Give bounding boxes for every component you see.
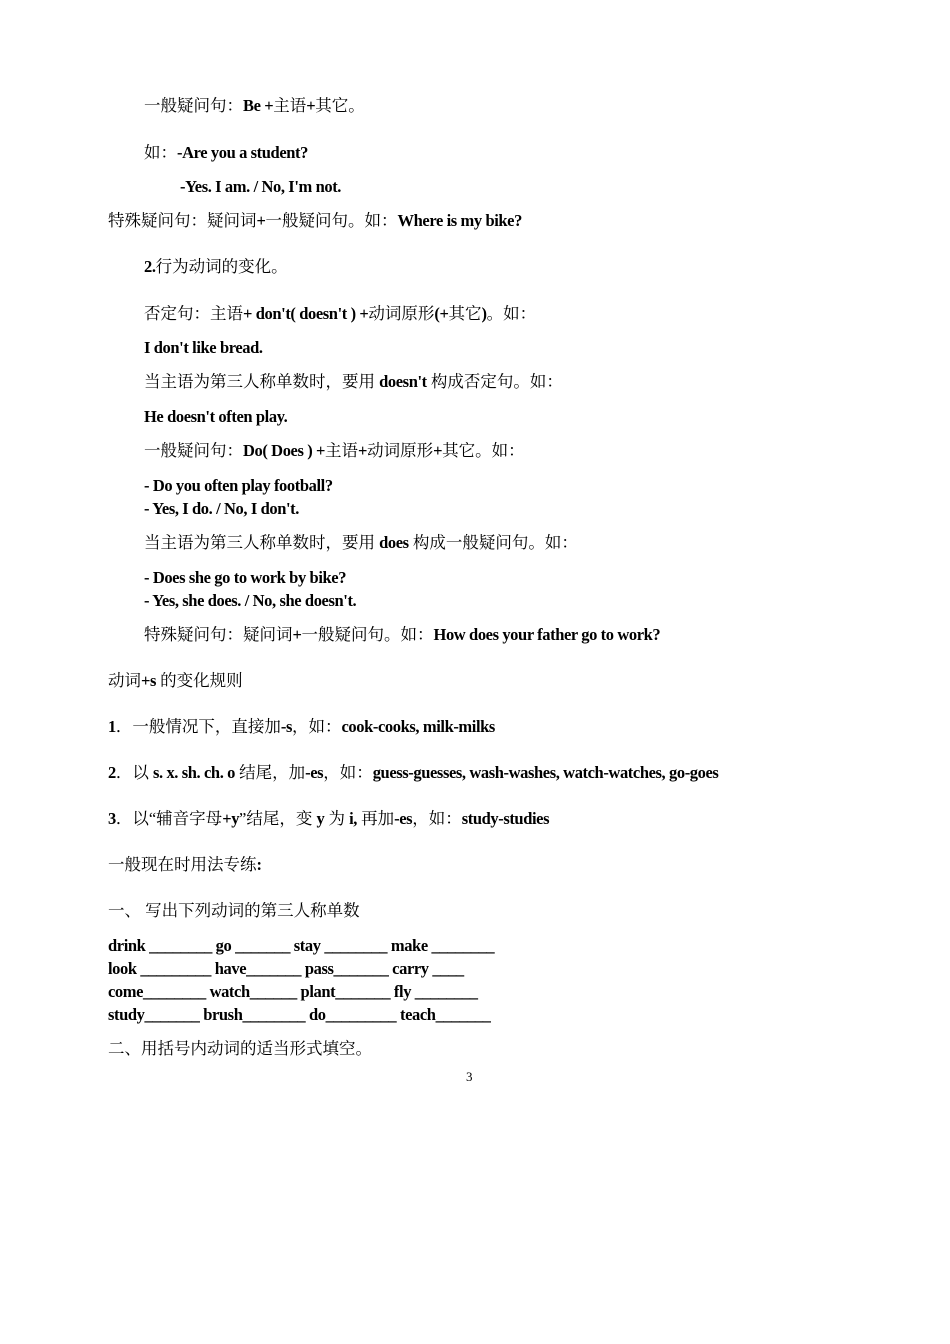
- text-run: 主语: [325, 441, 359, 460]
- text-run: 其它: [448, 304, 482, 323]
- text-line: [144, 624, 660, 646]
- section-heading: [144, 256, 288, 278]
- bold-text: study_______ brush________ do_________ teach_______: [108, 1005, 491, 1024]
- bold-text: -Are you a student?: [177, 143, 308, 162]
- bold-text: (+: [434, 304, 449, 323]
- text-line: [144, 371, 563, 393]
- bold-text: doesn't: [379, 372, 427, 391]
- exercise-row: [108, 981, 478, 1003]
- bold-text: +y: [222, 809, 240, 828]
- text-run: 再加: [357, 809, 395, 828]
- bold-text: I don't like bread.: [144, 338, 263, 357]
- bold-text: +: [433, 441, 443, 460]
- example-line: [144, 406, 287, 428]
- text-run: ，如：: [291, 717, 342, 736]
- rule-item: [108, 716, 495, 738]
- text-line: [144, 532, 578, 554]
- text-run: 特殊疑问句：疑问词: [108, 211, 257, 230]
- text-run: 其它。: [315, 96, 365, 115]
- text-run: ．一般情况下，直接加: [115, 717, 281, 736]
- text-line: [180, 176, 341, 198]
- text-run: ，如：: [323, 763, 373, 782]
- exercise-row: [108, 935, 494, 957]
- text-run: 行为动词的变化。: [155, 257, 288, 276]
- example-line: [144, 498, 299, 520]
- text-run: 动词原形: [367, 441, 434, 460]
- text-run: ”结尾，变: [239, 809, 317, 828]
- bold-text: drink ________ go _______ stay ________ make ________: [108, 936, 495, 955]
- text-run: 当主语为第三人称单数时，要用: [144, 372, 380, 391]
- bold-text: :: [256, 855, 262, 874]
- text-line: [144, 95, 365, 117]
- text-run: 结尾，加: [235, 763, 306, 782]
- text-run: 如：: [144, 143, 177, 162]
- exercise-heading: [108, 1038, 372, 1060]
- bold-text: +: [358, 441, 368, 460]
- section-heading: [108, 854, 262, 876]
- example-line: [144, 337, 263, 359]
- text-run: 构成一般疑问句。如：: [408, 533, 578, 552]
- bold-text: i,: [349, 809, 358, 828]
- bold-text: + don't( doesn't ) +: [243, 304, 369, 323]
- bold-text: - Yes, I do. / No, I don't.: [144, 499, 299, 518]
- bold-text: -s: [280, 717, 292, 736]
- bold-text: look _________ have_______ pass_______ carry ____: [108, 959, 464, 978]
- text-line: [144, 440, 525, 462]
- example-line: [144, 567, 346, 589]
- bold-text: -es: [394, 809, 413, 828]
- text-run: 其它。如：: [442, 441, 525, 460]
- text-run: 否定句：主语: [144, 304, 243, 323]
- bold-text: does: [379, 533, 409, 552]
- bold-text: +: [256, 211, 266, 230]
- rule-item: [108, 808, 549, 830]
- text-run: ．以: [115, 763, 153, 782]
- bold-text: +s: [141, 671, 157, 690]
- bold-text: How does your father go to work?: [433, 625, 661, 644]
- exercise-row: [108, 1004, 491, 1026]
- bold-text: study-studies: [461, 809, 550, 828]
- bold-text: s. x. sh. ch. o: [152, 763, 236, 782]
- bold-text: He doesn't often play.: [144, 407, 288, 426]
- example-line: [144, 475, 333, 497]
- bold-text: +: [306, 96, 316, 115]
- bold-text: - Does she go to work by bike?: [144, 568, 347, 587]
- exercise-heading: [108, 900, 360, 922]
- text-run: 动词: [108, 671, 141, 690]
- bold-text: -Yes. I am. / No, I'm not.: [180, 177, 342, 196]
- bold-text: Do( Does ) +: [243, 441, 326, 460]
- text-run: 为: [324, 809, 350, 828]
- text-run: 一般疑问句：: [144, 441, 243, 460]
- text-run: 二、用括号内动词的适当形式填空。: [108, 1039, 372, 1058]
- bold-text: y: [316, 809, 325, 828]
- text-run: ．以“辅音字母: [115, 809, 223, 828]
- text-run: 特殊疑问句：疑问词: [144, 625, 293, 644]
- bold-text: - Yes, she does. / No, she doesn't.: [144, 591, 357, 610]
- text-run: 一般疑问句：: [144, 96, 243, 115]
- bold-text: 1: [108, 717, 116, 736]
- text-line: [144, 303, 536, 325]
- bold-text: 2: [108, 763, 116, 782]
- text-run: 动词原形: [368, 304, 435, 323]
- text-run: ，如：: [412, 809, 462, 828]
- bold-text: come________ watch______ plant_______ fly ________: [108, 982, 478, 1001]
- bold-text: Be +: [243, 96, 274, 115]
- rule-item: [108, 762, 718, 784]
- text-run: 一般现在时用法专练: [108, 855, 257, 874]
- section-heading: [108, 670, 243, 692]
- page-number: 3: [466, 1069, 473, 1084]
- text-run: 一般疑问句。如：: [301, 625, 434, 644]
- bold-text: -es: [305, 763, 324, 782]
- bold-text: Where is my bike?: [397, 211, 522, 230]
- text-run: 的变化规则: [156, 671, 243, 690]
- bold-text: ): [481, 304, 487, 323]
- text-line: [108, 210, 522, 232]
- text-run: 。如：: [486, 304, 537, 323]
- exercise-row: [108, 958, 464, 980]
- bold-text: 3: [108, 809, 116, 828]
- bold-text: cook-cooks, milk-milks: [341, 717, 495, 736]
- bold-text: +: [292, 625, 302, 644]
- bold-text: guess-guesses, wash-washes, watch-watches, go-goes: [372, 763, 719, 782]
- text-run: 当主语为第三人称单数时，要用: [144, 533, 380, 552]
- bold-text: 2.: [144, 257, 156, 276]
- text-run: 主语: [273, 96, 307, 115]
- bold-text: - Do you often play football?: [144, 476, 333, 495]
- example-line: [144, 590, 356, 612]
- text-run: 构成否定句。如：: [426, 372, 563, 391]
- text-run: 一般疑问句。如：: [265, 211, 398, 230]
- text-line: [144, 142, 308, 164]
- text-run: 一、 写出下列动词的第三人称单数: [108, 901, 360, 920]
